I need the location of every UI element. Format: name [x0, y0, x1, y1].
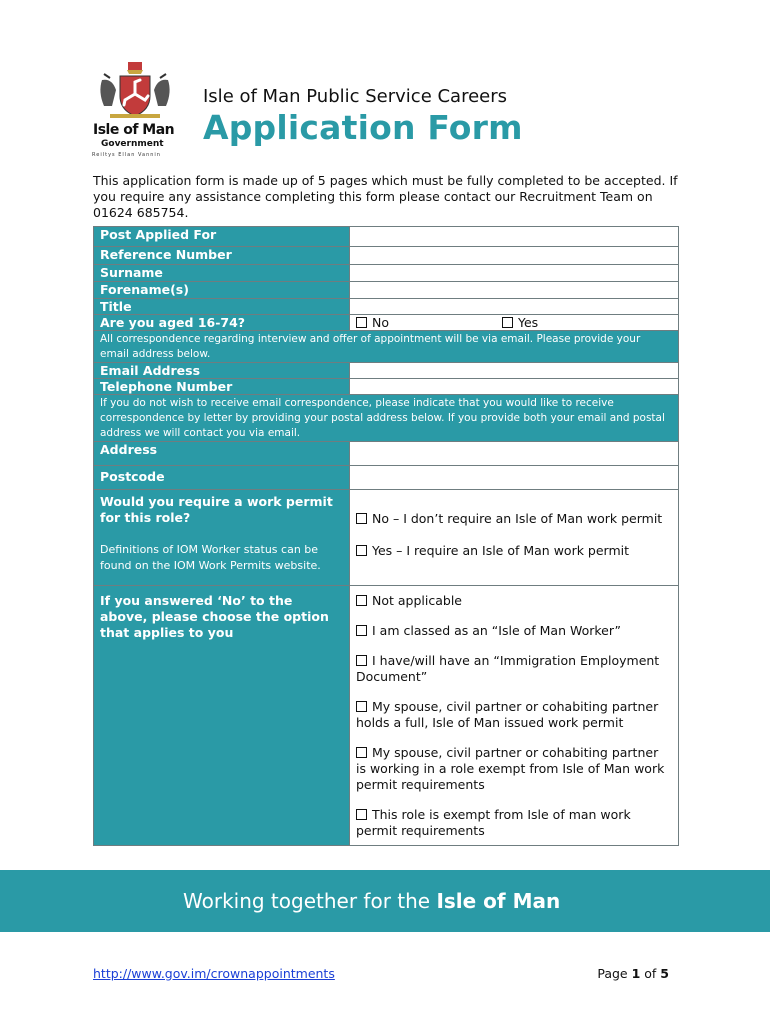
crown-appointments-link[interactable]: http://www.gov.im/crownappointments — [93, 966, 335, 981]
work-permit-question: Would you require a work permit for this role? — [100, 494, 333, 525]
title-field[interactable] — [350, 299, 679, 315]
email-correspondence-note: All correspondence regarding interview and offer of appointment will be via email. Please provide your email address below. — [94, 331, 679, 363]
logo-wordmark: Isle of Man — [93, 122, 175, 138]
work-permit-note: Definitions of IOM Worker status can be found on the IOM Work Permits website. — [100, 543, 321, 572]
work-permit-yes-option[interactable]: Yes – I require an Isle of Man work permit — [356, 543, 672, 559]
option-not-applicable[interactable]: Not applicable — [356, 593, 672, 609]
checkbox-icon[interactable] — [502, 317, 513, 328]
label-forenames: Forename(s) — [94, 282, 350, 299]
post-applied-for-field[interactable] — [350, 227, 679, 247]
postcode-field[interactable] — [350, 466, 679, 490]
age-options — [350, 315, 679, 331]
page-subtitle: Isle of Man Public Service Careers — [203, 86, 508, 107]
label-telephone-number: Telephone Number — [94, 379, 350, 395]
address-field[interactable] — [350, 442, 679, 466]
work-permit-question-cell — [94, 490, 350, 586]
option-role-exempt[interactable]: This role is exempt from Isle of man work permit requirements — [356, 807, 631, 838]
checkbox-icon[interactable] — [356, 747, 367, 758]
checkbox-icon[interactable] — [356, 625, 367, 636]
label-postcode: Postcode — [94, 466, 350, 490]
work-permit-no-option[interactable]: No – I don’t require an Isle of Man work permit — [356, 511, 672, 527]
checkbox-icon[interactable] — [356, 595, 367, 606]
option-immigration-document[interactable]: I have/will have an “Immigration Employment Document” — [356, 653, 660, 684]
telephone-number-field[interactable] — [350, 379, 679, 395]
postal-correspondence-note: If you do not wish to receive email correspondence, please indicate that you would like to receive correspondence by letter by providing your postal address below. If you provide both your email and postal address we will contact you via email. — [94, 395, 679, 442]
government-logo — [90, 60, 180, 160]
surname-field[interactable] — [350, 265, 679, 282]
work-permit-options — [350, 490, 679, 586]
checkbox-icon[interactable] — [356, 701, 367, 712]
label-address: Address — [94, 442, 350, 466]
checkbox-icon[interactable] — [356, 317, 367, 328]
worker-status-options — [350, 586, 679, 846]
if-no-question: If you answered ‘No’ to the above, please choose the option that applies to you — [94, 586, 350, 846]
page-title: Application Form — [203, 108, 523, 147]
label-age-question: Are you aged 16-74? — [94, 315, 350, 331]
label-reference-number: Reference Number — [94, 247, 350, 265]
age-yes-option[interactable]: Yes — [502, 315, 538, 330]
email-address-field[interactable] — [350, 363, 679, 379]
footer-banner — [0, 870, 770, 932]
option-spouse-permit[interactable]: My spouse, civil partner or cohabiting partner holds a full, Isle of Man issued work permit — [356, 699, 659, 730]
reference-number-field[interactable] — [350, 247, 679, 265]
checkbox-icon[interactable] — [356, 655, 367, 666]
banner-slogan: Working together for the Isle of Man — [183, 889, 561, 913]
application-form-table — [93, 226, 679, 846]
label-post-applied-for: Post Applied For — [94, 227, 350, 247]
checkbox-icon[interactable] — [356, 513, 367, 524]
logo-manx-text: Reiltys Ellan Vannin — [92, 152, 161, 158]
checkbox-icon[interactable] — [356, 545, 367, 556]
label-email-address: Email Address — [94, 363, 350, 379]
forenames-field[interactable] — [350, 282, 679, 299]
label-title: Title — [94, 299, 350, 315]
intro-paragraph: This application form is made up of 5 pages which must be fully completed to be accepted. If you require any assistance completing this form please contact our Recruitment Team on 01624 685754. — [93, 173, 678, 220]
page-number: Page 1 of 5 — [597, 966, 669, 981]
age-no-option[interactable]: No — [356, 315, 502, 330]
logo-government: Government — [101, 139, 164, 149]
coat-of-arms-icon — [90, 60, 180, 120]
option-spouse-exempt-role[interactable]: My spouse, civil partner or cohabiting partner is working in a role exempt from Isle of Man work permit requirements — [356, 745, 665, 792]
checkbox-icon[interactable] — [356, 809, 367, 820]
label-surname: Surname — [94, 265, 350, 282]
option-isle-of-man-worker[interactable]: I am classed as an “Isle of Man Worker” — [356, 623, 672, 639]
